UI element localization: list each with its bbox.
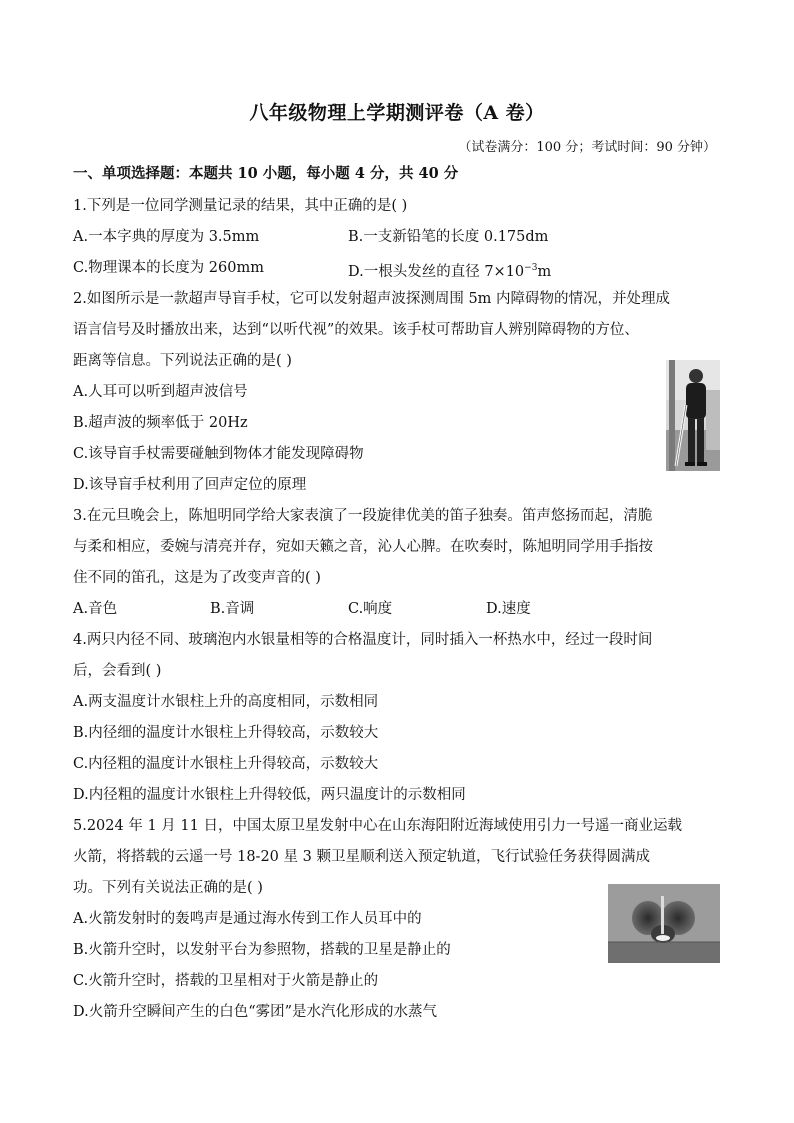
q2-option-d: D.该导盲手杖利用了回声定位的原理 — [73, 477, 307, 493]
q1-option-b: B.一支新铅笔的长度 0.175dm — [348, 229, 549, 245]
cane-photo-image — [666, 360, 720, 471]
q1-option-d: D.一根头发丝的直径 $7\times 10^{-3}m$ — [348, 263, 552, 280]
section-heading: 一、单项选择题：本题共 10 小题，每小题 4 分，共 40 分 — [73, 165, 459, 182]
q1-option-a: A.一本字典的厚度为 3.5mm — [73, 229, 260, 245]
page-title: 八年级物理上学期测评卷（A 卷） — [249, 102, 545, 124]
q5-stem-line1: 5.2024 年 1 月 11 日，中国太原卫星发射中心在山东海阳附近海域使用引力一号遥一商业运载 — [73, 818, 682, 834]
rocket-launch-photo — [608, 884, 720, 963]
q4-option-a: A.两支温度计水银柱上升的高度相同，示数相同 — [73, 694, 379, 710]
q4-option-c: C.内径粗的温度计水银柱上升得较高，示数较大 — [73, 756, 379, 772]
q2-stem-line1: 2.如图所示是一款超声导盲手杖，它可以发射超声波探测周围 5m 内障碍物的情况，并处理成 — [73, 291, 671, 307]
q2-option-a: A.人耳可以听到超声波信号 — [73, 384, 248, 400]
q3-stem-line1: 3.在元旦晚会上，陈旭明同学给大家表演了一段旋律优美的笛子独奏。笛声悠扬而起，清脆 — [73, 508, 653, 524]
q2-stem-line3: 距离等信息。下列说法正确的是( ) — [73, 353, 292, 369]
q3-option-b: B.音调 — [210, 601, 255, 617]
q3-stem-line3: 住不同的笛孔，这是为了改变声音的( ) — [73, 570, 321, 586]
q2-stem-line2: 语言信号及时播放出来，达到“以听代视”的效果。该手杖可帮助盲人辨别障碍物的方位、 — [73, 322, 639, 338]
q3-option-d: D.速度 — [486, 601, 531, 617]
q5-option-c: C.火箭升空时，搭载的卫星相对于火箭是静止的 — [73, 973, 379, 989]
q1-stem: 1.下列是一位同学测量记录的结果，其中正确的是( ) — [73, 198, 408, 214]
q3-option-c: C.响度 — [348, 601, 393, 617]
q5-option-b: B.火箭升空时，以发射平台为参照物，搭载的卫星是静止的 — [73, 942, 451, 958]
q2-option-b: B.超声波的频率低于 20Hz — [73, 415, 248, 431]
q4-stem-line1: 4.两只内径不同、玻璃泡内水银量相等的合格温度计，同时插入一杯热水中，经过一段时间 — [73, 632, 653, 648]
exam-info: （试卷满分：100 分；考试时间：90 分钟） — [458, 140, 716, 155]
q5-stem-line2: 火箭，将搭载的云遥一号 18-20 星 3 颗卫星顺利送入预定轨道，飞行试验任务获得圆满成 — [73, 849, 650, 865]
q1-option-c: C.物理课本的长度为 260mm — [73, 260, 264, 276]
q4-stem-line2: 后，会看到( ) — [73, 663, 162, 679]
q4-option-d: D.内径粗的温度计水银柱上升得较低，两只温度计的示数相同 — [73, 787, 466, 803]
q2-option-c: C.该导盲手杖需要碰触到物体才能发现障碍物 — [73, 446, 364, 462]
q3-stem-line2: 与柔和相应，委婉与清亮并存，宛如天籁之音，沁人心脾。在吹奏时，陈旭明同学用手指按 — [73, 539, 653, 555]
rocket-launch-image — [608, 884, 720, 963]
q4-option-b: B.内径细的温度计水银柱上升得较高，示数较大 — [73, 725, 379, 741]
q5-stem-line3: 功。下列有关说法正确的是( ) — [73, 880, 263, 896]
q5-option-a: A.火箭发射时的轰鸣声是通过海水传到工作人员耳中的 — [73, 911, 422, 927]
q5-option-d: D.火箭升空瞬间产生的白色“雾团”是水汽化形成的水蒸气 — [73, 1004, 438, 1020]
q3-option-a: A.音色 — [73, 601, 118, 617]
cane-photo — [666, 360, 720, 471]
